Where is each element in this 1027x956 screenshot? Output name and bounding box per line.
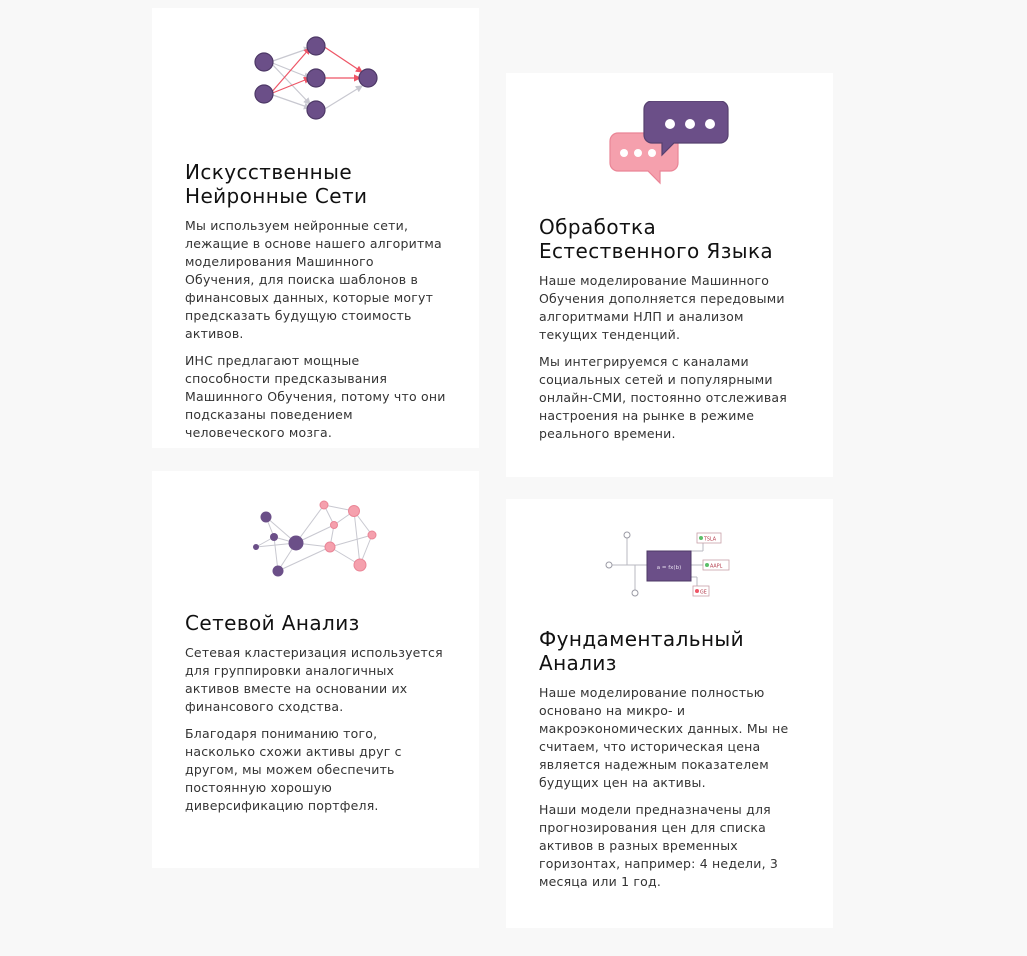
card-title: Искусственные Нейронные Сети xyxy=(185,160,368,208)
card-title: Фундаментальный Анализ xyxy=(539,627,745,675)
card-paragraph: Наши модели предназначены для прогнозирования цен для списка активов в разных временных горизонтах, например: 4 недели, 3 месяца или 1 год. xyxy=(539,802,779,889)
card-fundamental-analysis xyxy=(506,499,833,928)
card-title: Обработка Естественного Языка xyxy=(539,215,774,263)
card-title: Сетевой Анализ xyxy=(185,611,360,635)
card-paragraph: Сетевая кластеризация используется для группировки аналогичных активов вместе на основании их финансового сходства. xyxy=(185,645,443,714)
output-label-ge: GE xyxy=(699,590,707,596)
neural-network-icon xyxy=(250,34,382,124)
card-nlp xyxy=(506,73,833,477)
formula-label: a = fx(b) xyxy=(656,565,681,571)
network-graph-icon xyxy=(250,499,382,579)
card-paragraph: Наше моделирование Машинного Обучения дополняется передовыми алгоритмами НЛП и анализом текущих тенденций. xyxy=(539,273,785,342)
output-label-aapl: AAPL xyxy=(709,564,722,570)
chat-bubbles-icon xyxy=(608,101,732,185)
function-diagram-icon xyxy=(605,527,735,597)
card-paragraph: Мы используем нейронные сети, лежащие в основе нашего алгоритма моделирования Машинного Обучения, для поиска шаблонов в финансовых данных, которые могут предсказать будущую стоимость активов. xyxy=(185,218,442,341)
card-network-analysis xyxy=(152,471,479,868)
card-paragraph: Мы интегрируемся с каналами социальных сетей и популярными онлайн-СМИ, постоянно отслеживая настроения на рынке в режиме реального времени. xyxy=(539,354,788,441)
card-paragraph: Благодаря пониманию того, насколько схожи активы друг с другом, мы можем обеспечить постоянную хорошую диверсификацию портфеля. xyxy=(185,726,402,813)
card-paragraph: Наше моделирование полностью основано на микро- и макроэкономических данных. Мы не считаем, что историческая цена является надежным показателем будущих цен на активы. xyxy=(539,685,789,790)
card-paragraph: ИНС предлагают мощные способности предсказывания Машинного Обучения, потому что они подсказаны поведением человеческого мозга. xyxy=(185,353,446,440)
card-neural-networks xyxy=(152,8,479,448)
output-label-tsla: TSLA xyxy=(703,537,716,543)
